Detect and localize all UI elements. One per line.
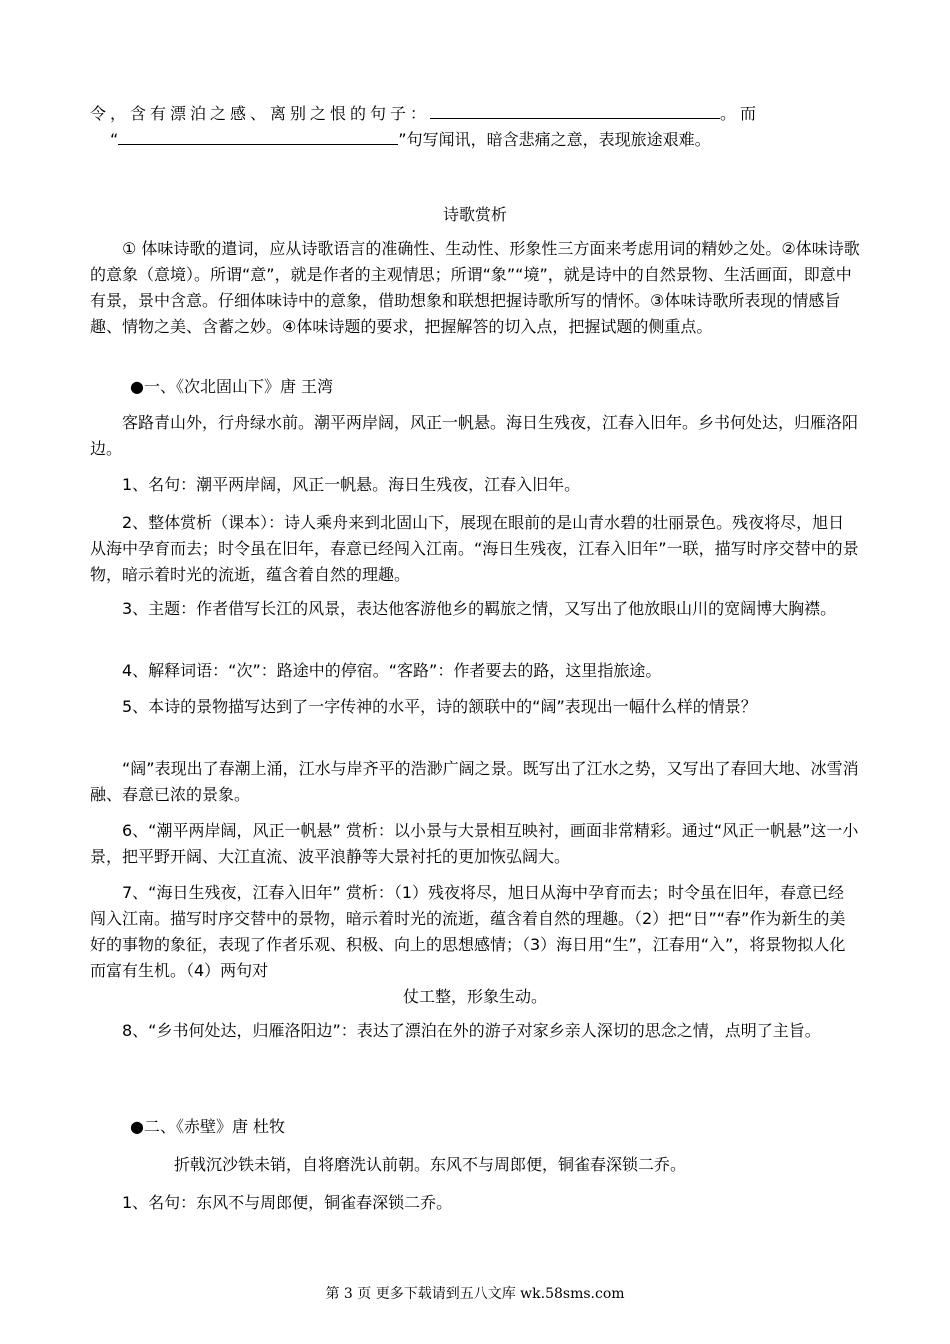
poem1-answer: “阔”表现出了春潮上涌，江水与岸齐平的浩渺广阔之景。既写出了江水之势，又写出了春回大地、冰雪消融、春意已浓的景象。 xyxy=(90,759,859,804)
poem1-item: 1、名句：潮平两岸阔，风正一帆悬。海日生残夜，江春入旧年。 xyxy=(122,475,581,494)
poem2-heading: ●二、《赤壁》唐 杜牧 xyxy=(130,1117,286,1136)
poem1-text: 客路青山外，行舟绿水前。潮平两岸阔，风正一帆悬。海日生残夜，江春入旧年。乡书何处达，归雁洛阳边。 xyxy=(90,413,859,458)
poem1-item-7: 7、“海日生残夜，江春入旧年” 赏析：（1）残夜将尽，旭日从海中孕育而去；时令虽在旧年，春意已经闯入江南。描写时序交替中的景物，暗示着时光的流逝，蕴含着自然的理趣。（2）把“日”“春”作为新生的美好的事物的象征，表现了作者乐观、积极、向上的思想感情；（3）海日用“生”，江春用“入”，将景物拟人化而富有生机。（4）两句对 xyxy=(90,883,846,980)
poem1-item: 3、主题：作者借写长江的风景，表达他客游他乡的羁旅之情，又写出了他放眼山川的宽阔博大胸襟。 xyxy=(122,599,837,618)
poem1-heading: ●一、《次北固山下》唐 王湾 xyxy=(130,377,334,396)
intro-line-1 xyxy=(90,100,860,127)
page-footer: 第 3 页 更多下载请到五八文库 wk.58sms.com xyxy=(325,1286,625,1302)
method-paragraph: ① 体味诗歌的遣词，应从诗歌语言的准确性、生动性、形象性三方面来考虑用词的精妙之处。②体味诗歌的意象（意境）。所谓“意”，就是作者的主观情思；所谓“象”“境”，就是诗中的自然景物、生活画面，即意中有景，景中含意。仔细体味诗中的意象，借助想象和联想把握诗歌所写的情怀。③体味诗歌所表现的情感旨趣、情物之美、含蓄之妙。④体味诗题的要求，把握解答的切入点，把握试题的侧重点。 xyxy=(90,239,860,336)
quote-open: “ xyxy=(110,130,119,149)
poem1-item: 5、本诗的景物描写达到了一字传神的水平，诗的颔联中的“阔”表现出一幅什么样的情景？ xyxy=(122,697,757,716)
poem2-text: 折戟沉沙铁未销，自将磨洗认前朝。东风不与周郎便，铜雀春深锁二乔。 xyxy=(174,1155,687,1174)
poem1-item: 6、“潮平两岸阔，风正一帆悬” 赏析：以小景与大景相互映衬，画面非常精彩。通过“风正一帆悬”这一小景，把平野开阔、大江直流、波平浪静等大景衬托的更加恢弘阔大。 xyxy=(90,821,859,866)
answer-blank xyxy=(430,100,720,119)
intro-text-end: 。而 xyxy=(720,104,761,123)
poem1-item-7-tail: 仗工整，形象生动。 xyxy=(402,987,547,1006)
poem1-item-8: 8、“乡书何处达，归雁洛阳边”：表达了漂泊在外的游子对家乡亲人深切的思念之情，点明了主旨。 xyxy=(122,1021,821,1040)
poem1-item: 4、解释词语：“次”：路途中的停宿。“客路”：作者要去的路，这里指旅途。 xyxy=(122,661,662,680)
section-title: 诗歌赏析 xyxy=(442,205,507,224)
intro-text: 令，含有漂泊之感、离别之恨的句子： xyxy=(90,104,431,123)
poem1-item: 2、整体赏析（课本）：诗人乘舟来到北固山下，展现在眼前的是山青水碧的壮丽景色。残夜将尽，旭日从海中孕育而去；时令虽在旧年，春意已经闯入江南。“海日生残夜，江春入旧年”一联，描写时序交替中的景物，暗示着时光的流逝，蕴含着自然的理趣。 xyxy=(90,513,859,584)
answer-blank xyxy=(118,126,398,145)
poem2-item-1: 1、名句：东风不与周郎便，铜雀春深锁二乔。 xyxy=(122,1193,453,1212)
intro-text-2: ”句写闻讯，暗含悲痛之意，表现旅途艰难。 xyxy=(398,130,711,149)
intro-line-2 xyxy=(110,126,880,153)
